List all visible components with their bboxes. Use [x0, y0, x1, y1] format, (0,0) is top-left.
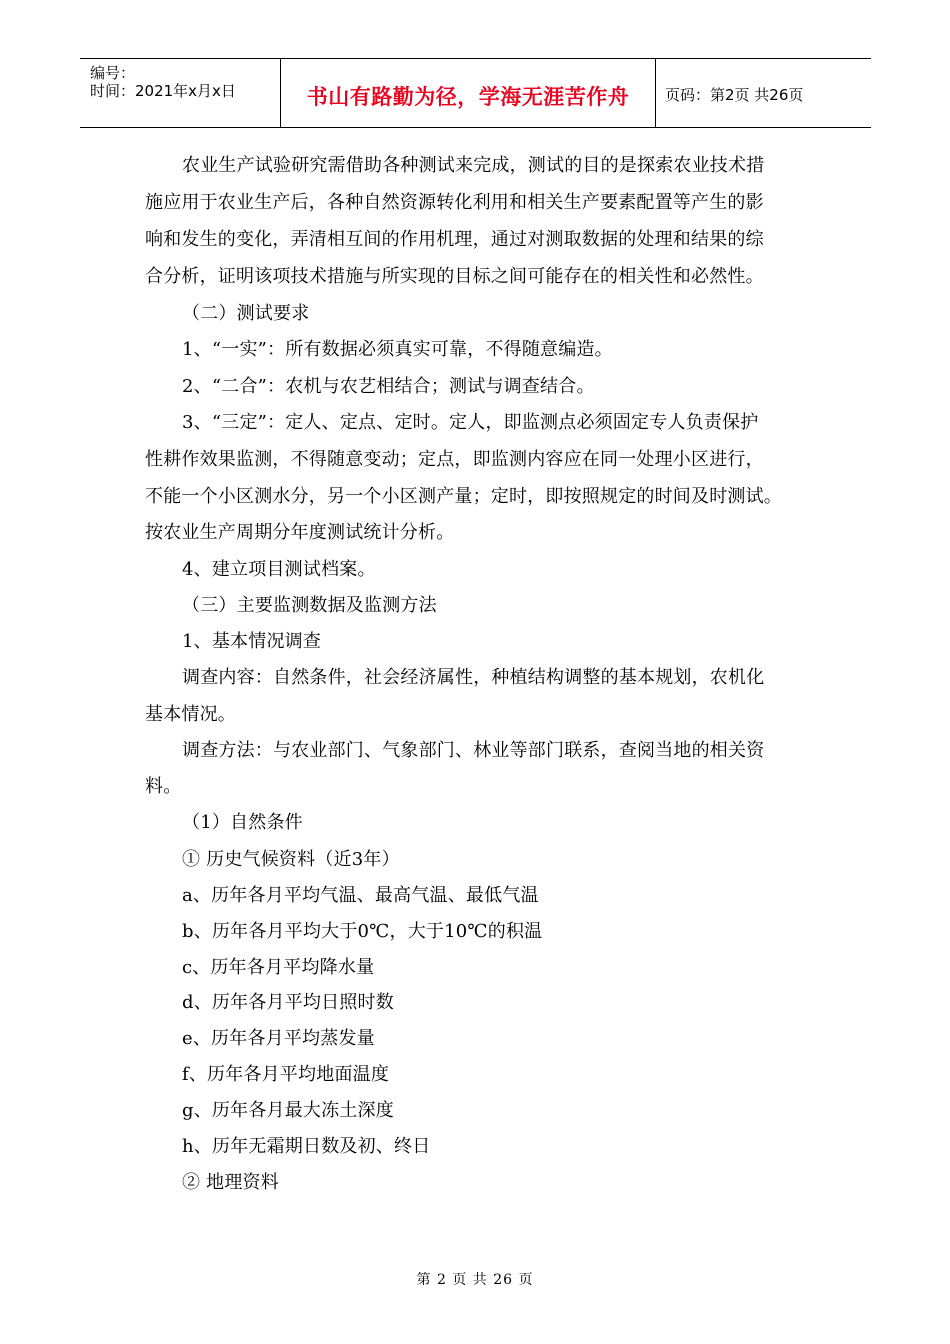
body-line: 响和发生的变化，弄清相互间的作用机理，通过对测取数据的处理和结果的综 — [145, 229, 764, 250]
body-line: 按农业生产周期分年度测试统计分析。 — [145, 522, 455, 543]
body-line: 4、建立项目测试档案。 — [182, 559, 376, 580]
page-footer: 第 2 页 共 26 页 — [416, 1272, 534, 1288]
list-item: a、历年各月平均气温、最高气温、最低气温 — [182, 885, 539, 906]
section-heading: （二）测试要求 — [182, 303, 310, 324]
body-line: 不能一个小区测水分，另一个小区测产量；定时，即按照规定的时间及时测试。 — [145, 486, 782, 507]
body-line: 调查内容：自然条件，社会经济属性，种植结构调整的基本规划，农机化 — [182, 667, 765, 688]
header-motto: 书山有路勤为径，学海无涯苦作舟 — [306, 85, 630, 109]
body-line: 1、“一实”：所有数据必须真实可靠，不得随意编造。 — [182, 339, 613, 360]
header-page-number: 页码：第2页 共26页 — [665, 86, 804, 104]
section-heading: （三）主要监测数据及监测方法 — [182, 595, 437, 616]
list-item: h、历年无霜期日数及初、终日 — [182, 1136, 431, 1157]
header-info-cell — [80, 59, 281, 127]
body-line: 施应用于农业生产后，各种自然资源转化利用和相关生产要素配置等产生的影 — [145, 192, 764, 213]
page-header — [80, 58, 871, 128]
list-item: b、历年各月平均大于0℃，大于10℃的积温 — [182, 921, 543, 942]
body-line: 性耕作效果监测，不得随意变动；定点，即监测内容应在同一处理小区进行， — [145, 449, 764, 470]
document-number-label: 编号： — [90, 64, 136, 82]
list-item: ② 地理资料 — [182, 1172, 279, 1193]
body-line: 调查方法：与农业部门、气象部门、林业等部门联系，查阅当地的相关资 — [182, 740, 765, 761]
subsection-heading: （1）自然条件 — [182, 812, 303, 833]
body-line: 合分析，证明该项技术措施与所实现的目标之间可能存在的相关性和必然性。 — [145, 266, 764, 287]
list-item: d、历年各月平均日照时数 — [182, 992, 394, 1013]
list-item: ① 历史气候资料（近3年） — [182, 849, 400, 870]
list-item: c、历年各月平均降水量 — [182, 957, 375, 978]
subsection-heading: 1、基本情况调查 — [182, 631, 322, 652]
list-item: e、历年各月平均蒸发量 — [182, 1028, 375, 1049]
header-motto-cell — [281, 59, 656, 127]
body-line: 农业生产试验研究需借助各种测试来完成，测试的目的是探索农业技术措 — [182, 155, 765, 176]
document-date-label: 时间：2021年x月x日 — [90, 82, 236, 100]
header-page-cell — [656, 59, 871, 127]
list-item: g、历年各月最大冻土深度 — [182, 1100, 394, 1121]
body-line: 基本情况。 — [145, 704, 236, 725]
body-line: 料。 — [145, 776, 182, 797]
list-item: f、历年各月平均地面温度 — [182, 1064, 390, 1085]
body-line: 2、“二合”：农机与农艺相结合；测试与调查结合。 — [182, 376, 595, 397]
body-line: 3、“三定”：定人、定点、定时。定人，即监测点必须固定专人负责保护 — [182, 412, 759, 433]
